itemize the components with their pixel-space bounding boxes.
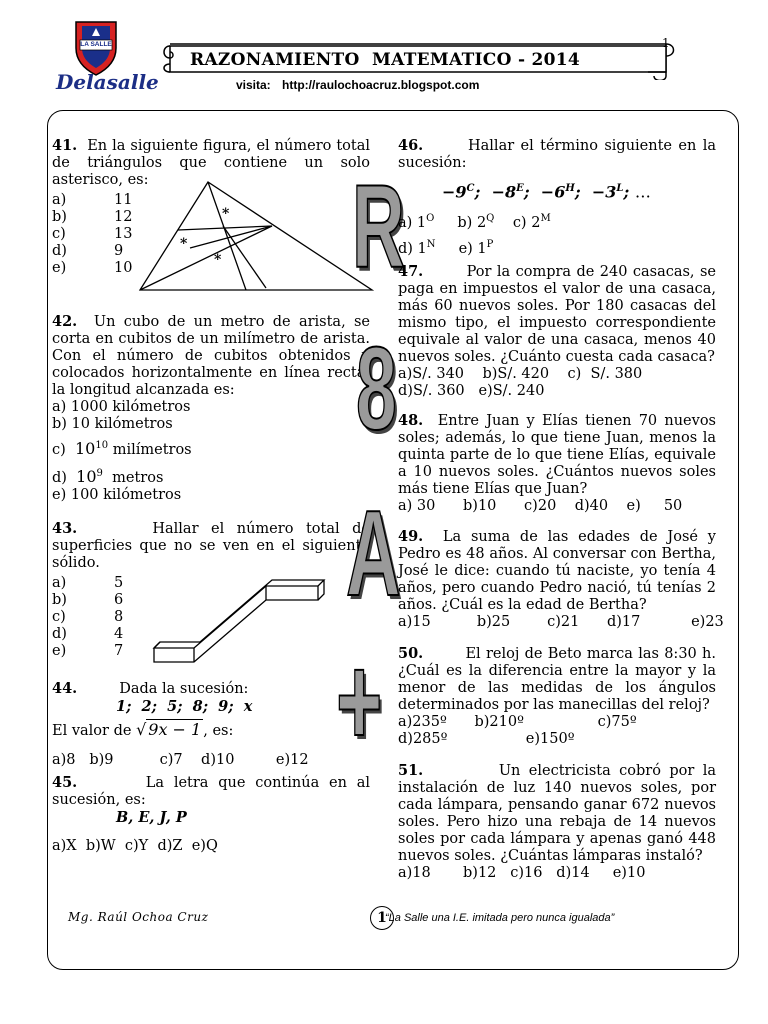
title-banner <box>160 36 682 80</box>
question-50 <box>398 645 716 748</box>
sequence: B, E, J, P <box>116 809 187 826</box>
q49-options: a)15 b)25 c)21 d)17 e)23 <box>398 614 724 630</box>
question-number: 48. <box>398 412 424 429</box>
question-text: Entre Juan y Elías tienen 70 nuevos soles; además, lo que tiene Juan, menos la quinta parte de lo que tiene Elías, equivale a 10 nuevos soles. ¿Cuántos nuevos soles más tiene Elías que Juan? <box>398 413 716 497</box>
question-47 <box>398 263 716 400</box>
footer-motto: “La Salle una I.E. imitada pero nunca igualada” <box>385 912 615 924</box>
question-49 <box>398 528 724 631</box>
asterisk: * <box>222 206 230 222</box>
option: a) 11 <box>52 192 133 208</box>
option: c) 13 <box>52 226 133 242</box>
question-number: 45. <box>52 774 78 791</box>
q46-options: a) $1^O$ b) $2^Q$ c) $2^M$ <box>398 213 551 232</box>
question-number: 50. <box>398 645 424 662</box>
q44-options: a)8 b)9 c)7 d)10 e)12 <box>52 752 309 768</box>
decor-letter-8: 8 <box>356 323 397 455</box>
q47-options-row1: a)S/. 340 b)S/. 420 c) S/. 380 <box>398 366 643 382</box>
option-c: c) $10^{10}$ milímetros <box>52 438 192 458</box>
q41-options <box>52 192 142 277</box>
school-logo <box>72 20 120 76</box>
question-51 <box>398 762 716 882</box>
option: e) 7 <box>52 643 124 659</box>
question-46: 46. Hallar el término siguiente en la sucesión: $-9^C$; $-8^E$; $-6^H$; $-3^L$; … a) $1^O$ b) $2^Q$ c) $2^M$ d) $1^N$ e) $1^P$ <box>398 137 716 257</box>
option: b) 6 <box>52 592 124 608</box>
question-text: Un cubo de un metro de arista, se corta en cubitos de un milímetro de arista. Con el número de cubitos obtenidos y colocados horizontalmente en línea recta, la longitud alcanzada es: <box>52 314 371 398</box>
decor-letter-a: A <box>346 485 401 621</box>
option: e) 10 <box>52 260 133 276</box>
question-number: 51. <box>398 762 424 779</box>
option: c) 8 <box>52 609 124 625</box>
question-42 <box>52 313 370 504</box>
question-text: Por la compra de 240 casacas, se paga en impuestos el valor de una casaca, más 60 nuevos soles. Por 180 casacas del mismo tipo, el impuesto correspondiente equivale al valor de una casaca, menos 40 nuevos soles. ¿Cuánto cuesta cada casaca? <box>398 264 716 365</box>
scroll-corner-number: 1 <box>662 36 670 50</box>
asterisk: * <box>180 236 188 252</box>
question-text: Hallar el término siguiente en la sucesión: <box>398 138 716 171</box>
question-text: El reloj de Beto marca las 8:30 h. ¿Cuál es la diferencia entre la mayor y la menor de las medidas de los ángulos determinados por las manecillas del reloj? <box>398 646 716 713</box>
visit-line <box>236 78 479 92</box>
decor-letter-r: R <box>352 161 405 293</box>
q47-options-row2: d)S/. 360 e)S/. 240 <box>398 383 545 399</box>
triangle-figure <box>138 180 374 294</box>
option-a: a) 1000 kilómetros <box>52 399 191 415</box>
question-45 <box>52 774 370 855</box>
decor-plus: + <box>336 630 383 773</box>
question-number: 42. <box>52 313 78 330</box>
sequence: 1; 2; 5; 8; 9; x <box>116 698 253 715</box>
question-number: 46. <box>398 137 424 154</box>
question-number: 43. <box>52 520 78 537</box>
question-text: Dada la sucesión: <box>119 681 249 697</box>
option: b) 12 <box>52 209 133 225</box>
q51-options: a)18 b)12 c)16 d)14 e)10 <box>398 865 646 881</box>
page-number: 1 <box>377 910 387 926</box>
question-text: En la siguiente figura, el número total de triángulos que contiene un solo asterisco, es: <box>52 138 370 188</box>
question-number: 47. <box>398 263 424 280</box>
option: a) 5 <box>52 575 124 591</box>
q48-options: a) 30 b)10 c)20 d)40 e) 50 <box>398 498 683 514</box>
option-e: e) 100 kilómetros <box>52 486 182 503</box>
author-signature: Mg. Raúl Ochoa Cruz <box>68 910 209 924</box>
question-number: 49. <box>398 528 424 545</box>
question-number: 44. <box>52 680 78 697</box>
option: d) 9 <box>52 243 124 259</box>
sequence: $-9^C$; $-8^E$; $-6^H$; $-3^L$; … <box>442 182 651 202</box>
option-d: d) $10^9$ metros <box>52 466 164 486</box>
question-number: 41. <box>52 137 78 154</box>
shield-text: LA SALLE <box>80 41 112 48</box>
question-text: Hallar el número total de superficies que no se ven en el siguiente sólido. <box>52 521 370 571</box>
page-title: RAZONAMIENTO MATEMATICO - 2014 <box>190 50 581 70</box>
question-text: Un electricista cobró por la instalación de luz 140 nuevos soles, por cada lámpara, pensando ganar 672 nuevos soles. Pero hizo una rebaja de 14 nuevos soles por cada lámpara y apenas ganó 448 nuevos soles. ¿Cuántas lámparas instaló? <box>398 763 716 864</box>
option-b: b) 10 kilómetros <box>52 416 173 432</box>
value-expression: El valor de √ 9x − 1 , es: <box>52 720 234 739</box>
q45-options: a)X b)W c)Y d)Z e)Q <box>52 838 218 854</box>
solid-figure <box>150 578 330 668</box>
question-44 <box>52 680 370 769</box>
option: d) 4 <box>52 626 124 642</box>
q50-options-row2: d)285º e)150º <box>398 731 575 747</box>
question-text: La suma de las edades de José y Pedro es 48 años. Al conversar con Bertha, José le dice: cuando tú naciste, yo tenía 4 años, pero cuando Pedro nació, tú tenías 2 años. ¿Cuál es la edad de Bertha? <box>398 529 716 613</box>
question-48 <box>398 412 716 515</box>
q43-options <box>52 575 142 660</box>
q50-options-row1: a)235º b)210º c)75º <box>398 714 637 730</box>
brand-name: Delasalle <box>56 70 159 94</box>
blog-url[interactable]: http://raulochoacruz.blogspot.com <box>282 78 480 92</box>
question-43 <box>52 520 370 572</box>
visit-label: visita: <box>236 78 271 92</box>
asterisk: * <box>214 252 222 268</box>
question-text: La letra que continúa en al sucesión, es: <box>52 775 370 808</box>
